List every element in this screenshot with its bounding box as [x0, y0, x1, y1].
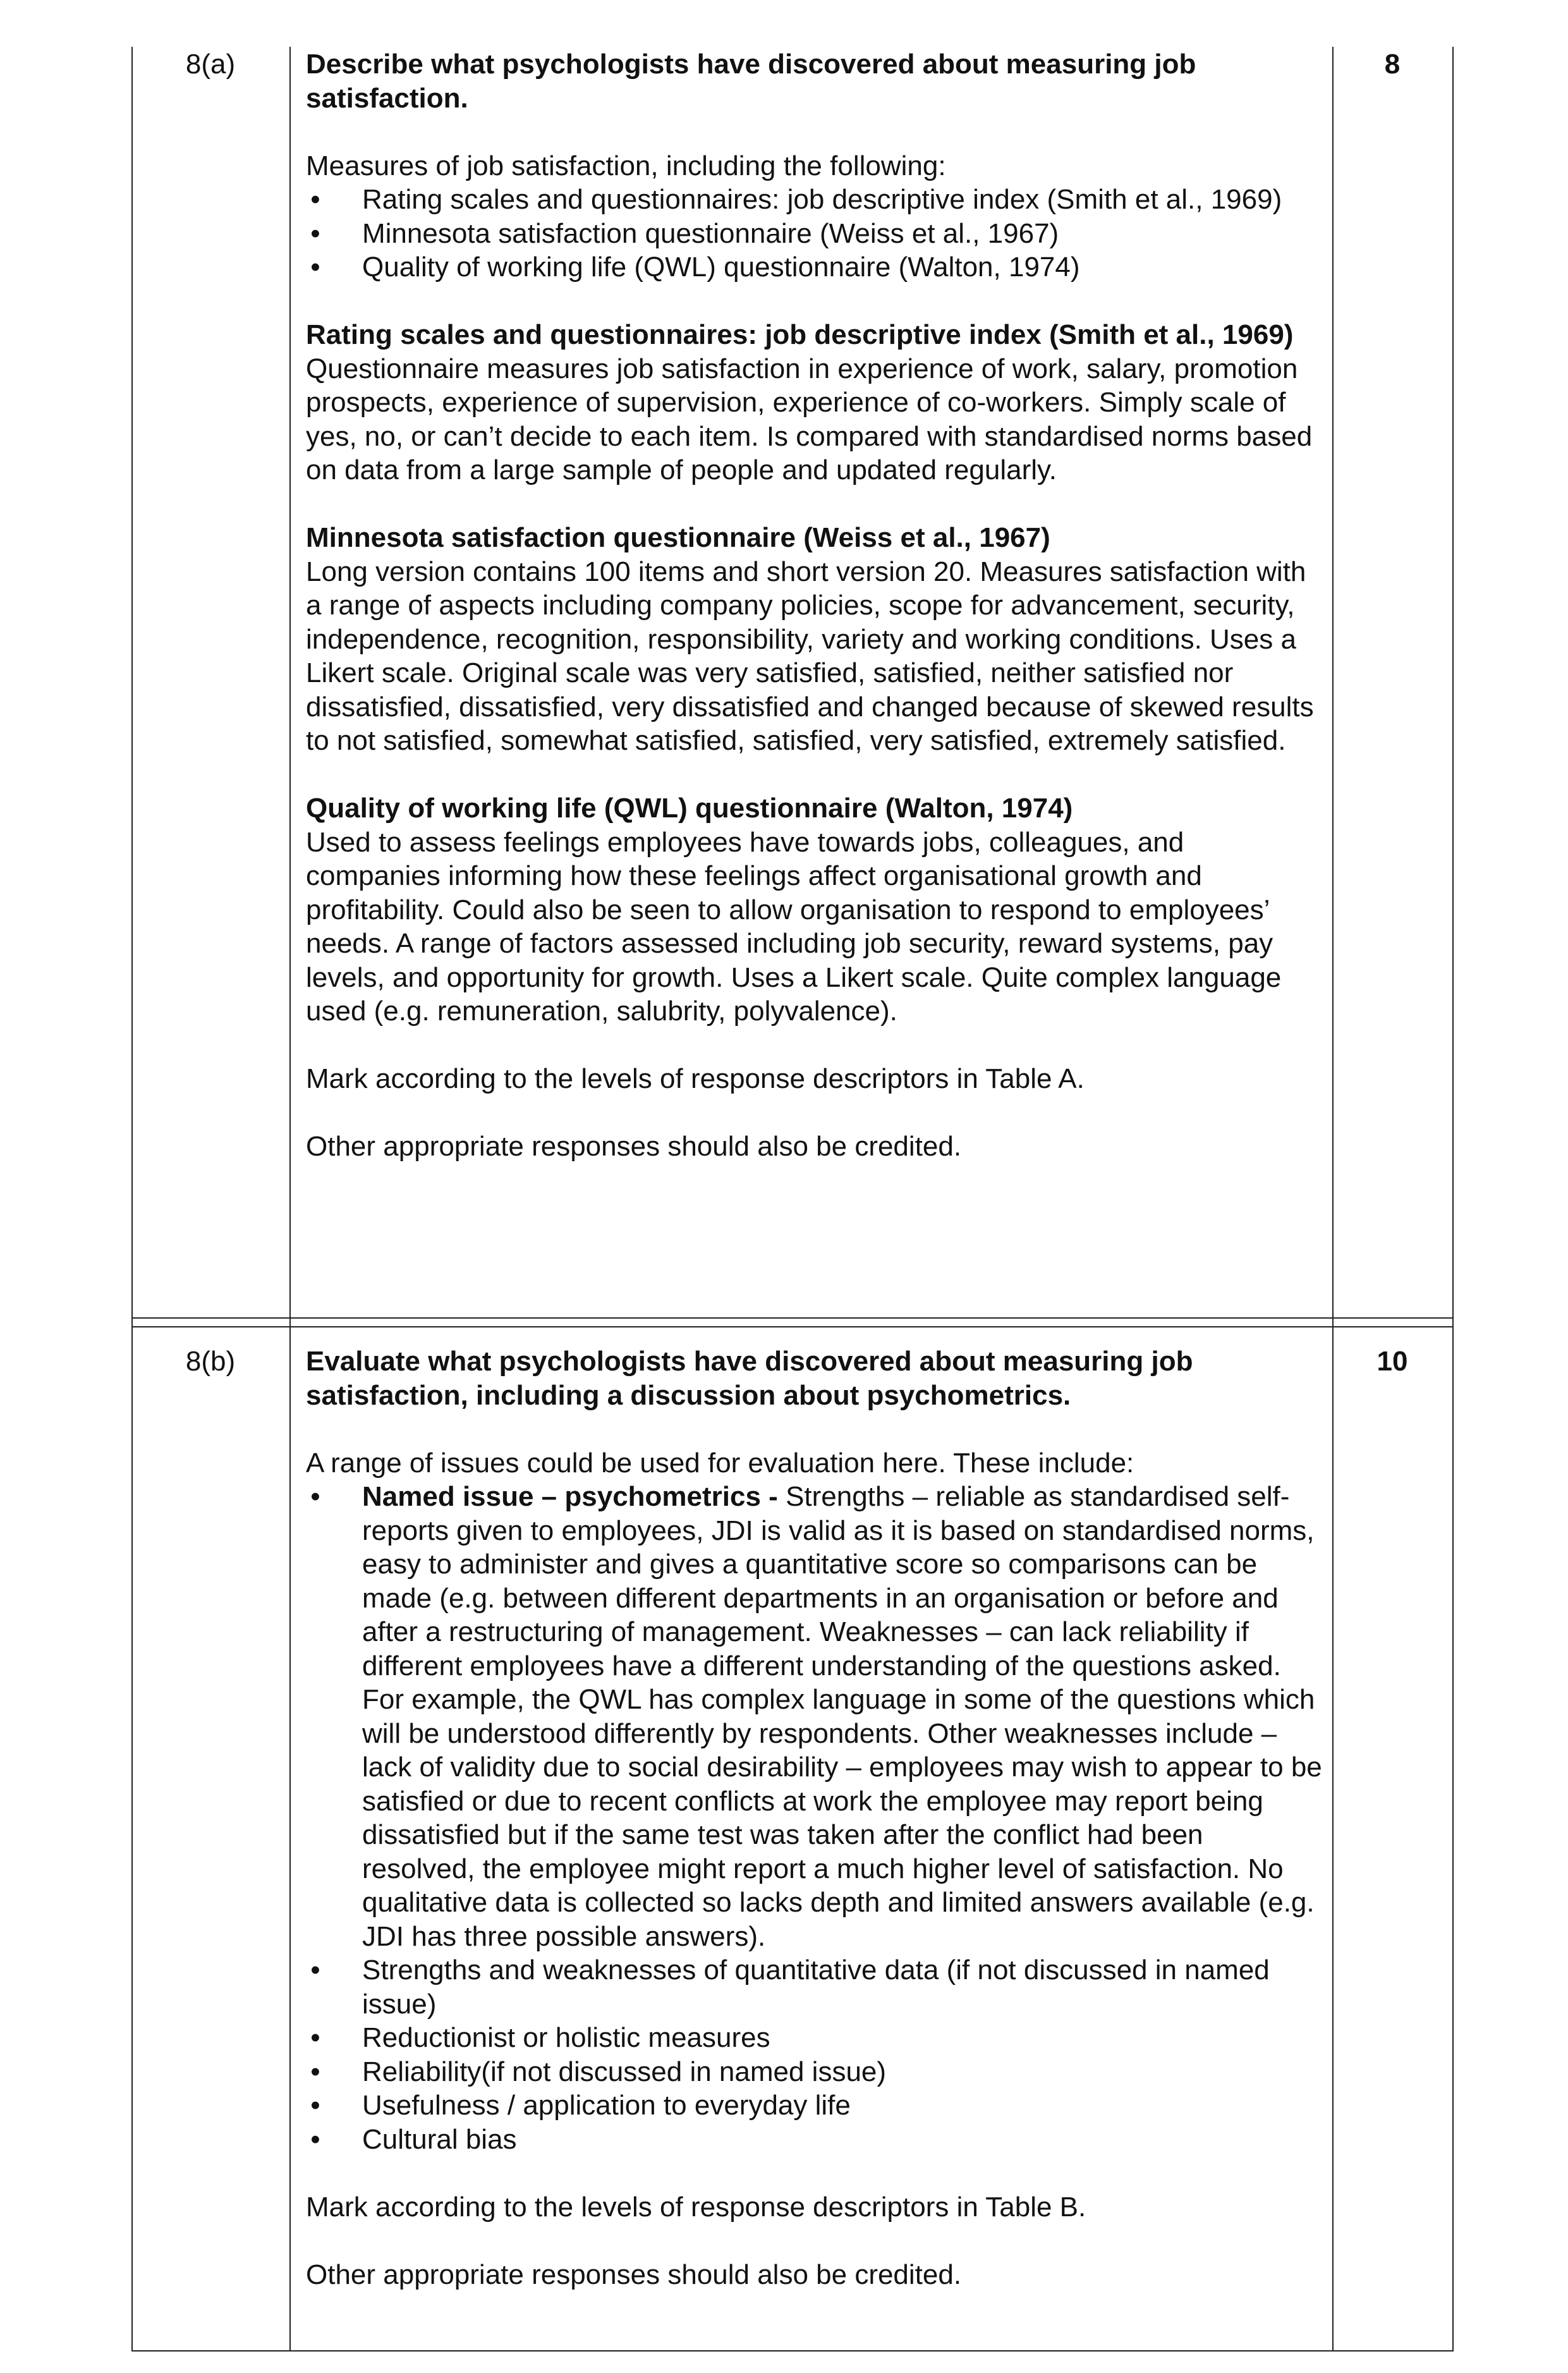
credit-note-8b: Other appropriate responses should also be credited.: [306, 2259, 962, 2290]
answer-content-8a: [306, 47, 1323, 1164]
credit-note-8a: Other appropriate responses should also be credited.: [306, 1131, 962, 1162]
list-item: • Usefulness / application to everyday life: [306, 2089, 1323, 2123]
bullet-icon: •: [310, 2056, 320, 2087]
question-number-8a: 8(a): [185, 49, 236, 80]
question-text-8a: Describe what psychologists have discovered about measuring job satisfaction.: [306, 49, 1196, 114]
list-item: • Strengths and weaknesses of quantitative data (if not discussed in named issue): [306, 1953, 1323, 2021]
bullet-icon: •: [310, 2123, 320, 2155]
named-issue-label: Named issue – psychometrics -: [362, 1481, 778, 1512]
bullet-icon: •: [310, 2022, 320, 2053]
intro-8a: Measures of job satisfaction, including the following:: [306, 150, 946, 181]
mark-note-8b: Mark according to the levels of response descriptors in Table B.: [306, 2191, 1086, 2223]
bullet-icon: •: [310, 217, 320, 249]
table-right-border: [1452, 47, 1454, 2352]
table-bottom-border: [131, 2350, 1454, 2352]
table-column-divider-2: [1332, 47, 1334, 2352]
mark-note-8a: Mark according to the levels of response descriptors in Table A.: [306, 1063, 1085, 1094]
list-item: • Cultural bias: [306, 2123, 1323, 2157]
list-item: • Minnesota satisfaction questionnaire (Weiss et al., 1967): [306, 217, 1323, 251]
row-separator-top: [131, 1317, 1454, 1319]
intro-8b: A range of issues could be used for evaluation here. These include:: [306, 1447, 1134, 1479]
list-item: • Reductionist or holistic measures: [306, 2021, 1323, 2055]
list-item: • Reliability(if not discussed in named issue): [306, 2055, 1323, 2089]
section-text-jdi: Questionnaire measures job satisfaction in experience of work, salary, promotion prospects, experience of supervision, experience of co-workers. Simply scale of yes, no, or can’t decide to each item. Is compared with standardised norms based on data from a large sample of people and updated regularly.: [306, 353, 1313, 485]
bullet-icon: •: [310, 2090, 320, 2121]
section-heading-jdi: Rating scales and questionnaires: job descriptive index (Smith et al., 1969): [306, 319, 1294, 350]
bullet-icon: •: [310, 252, 320, 283]
named-issue-text: Strengths – reliable as standardised self-reports given to employees, JDI is valid as it is based on standardised norms, easy to administer and gives a quantitative score so comparisons can be made (e.g. between different departments in an organisation or before and after a restructuring of management. Weaknesses – can lack reliability if different employees have a different understanding of the questions asked. For example, the QWL has complex language in some of the questions which will be understood differently by respondents. Other weaknesses include – lack of validity due to social desirability – employees may wish to appear to be satisfied or due to recent conflicts at work the employee may report being dissatisfied but if the same test was taken after the conflict had been resolved, the employee might report a much higher level of satisfaction. No qualitative data is collected so lacks depth and limited answers available (e.g. JDI has three possible answers).: [362, 1481, 1322, 1952]
row-separator-bottom: [131, 1326, 1454, 1327]
bullet-icon: •: [310, 1955, 320, 1986]
bullet-icon: •: [310, 184, 320, 215]
question-number-8b: 8(b): [185, 1346, 236, 1377]
list-item: • Rating scales and questionnaires: job descriptive index (Smith et al., 1969): [306, 183, 1323, 217]
bullet-list-8a: [306, 183, 1323, 284]
section-heading-minnesota: Minnesota satisfaction questionnaire (Weiss et al., 1967): [306, 522, 1050, 553]
named-issue-item: [306, 1480, 1323, 1953]
bullet-icon: •: [310, 1481, 320, 1512]
section-text-qwl: Used to assess feelings employees have towards jobs, colleagues, and companies informing how these feelings affect organisational growth and profitability. Could also be seen to allow organisation to respond to employees’ needs. A range of factors assessed including job security, reward systems, pay levels, and opportunity for growth. Uses a Likert scale. Quite complex language used (e.g. remuneration, salubrity, polyvalence).: [306, 826, 1282, 1027]
marks-8b: 10: [1377, 1346, 1408, 1377]
table-column-divider-1: [289, 47, 291, 2352]
question-text-8b: Evaluate what psychologists have discovered about measuring job satisfaction, including a discussion about psychometrics.: [306, 1346, 1193, 1411]
answer-content-8b: [306, 1345, 1323, 2291]
bullet-list-8b: [306, 1480, 1323, 2156]
section-heading-qwl: Quality of working life (QWL) questionnaire (Walton, 1974): [306, 793, 1073, 824]
marks-8a: 8: [1384, 49, 1401, 80]
table-left-border: [131, 47, 133, 2352]
list-item: • Quality of working life (QWL) questionnaire (Walton, 1974): [306, 250, 1323, 284]
section-text-minnesota: Long version contains 100 items and short version 20. Measures satisfaction with a range of aspects including company policies, scope for advancement, security, independence, recognition, responsibility, variety and working conditions. Uses a Likert scale. Original scale was very satisfied, satisfied, neither satisfied nor dissatisfied, dissatisfied, very dissatisfied and changed because of skewed results to not satisfied, somewhat satisfied, satisfied, very satisfied, extremely satisfied.: [306, 556, 1314, 756]
